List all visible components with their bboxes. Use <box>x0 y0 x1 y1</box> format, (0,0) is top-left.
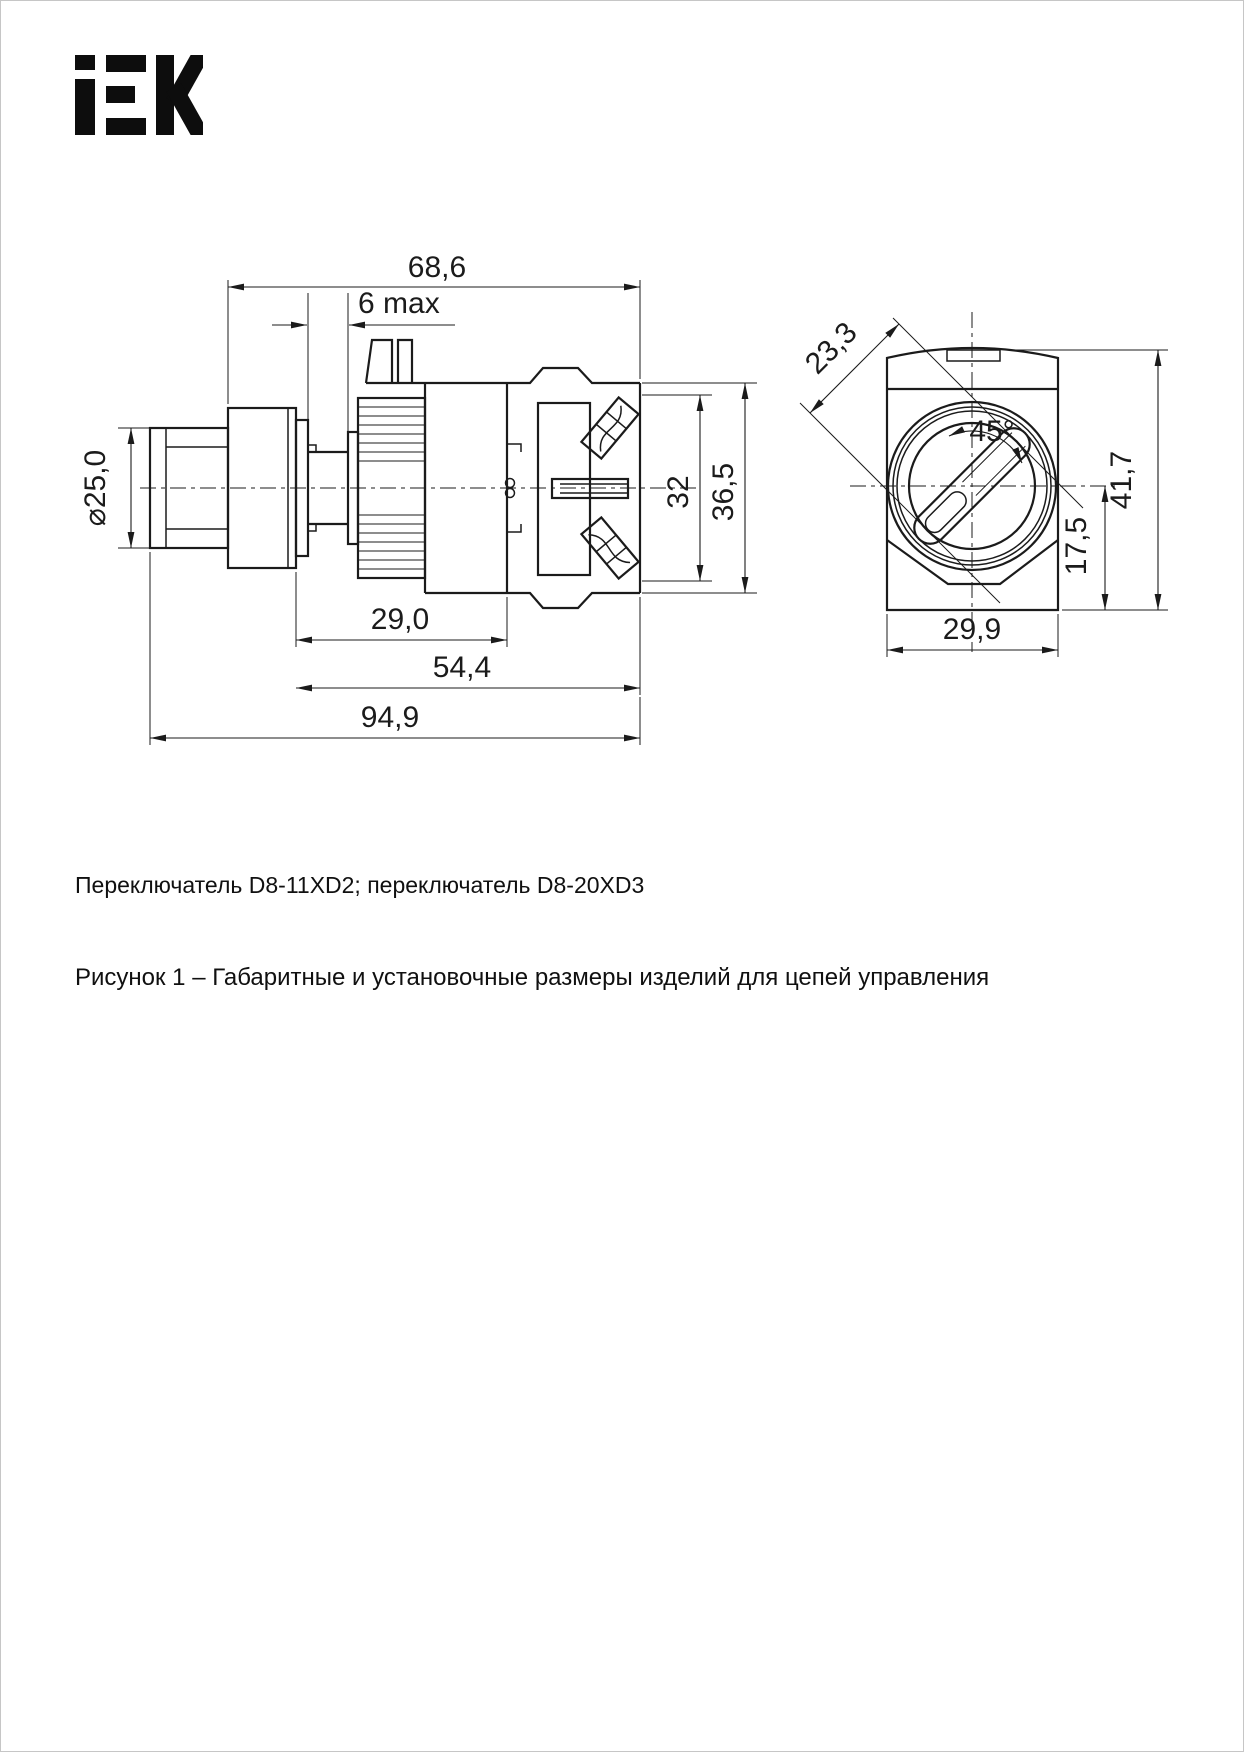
dim-center-to-bottom-label: 17,5 <box>1060 516 1093 576</box>
dim-body-depth-label: 29,0 <box>370 603 430 636</box>
dim-body-height-label: 36,5 <box>707 462 740 522</box>
dim-overall-depth <box>228 251 640 404</box>
dim-total-length <box>150 552 640 745</box>
dim-body-width <box>887 613 1058 657</box>
dim-handle-rotation <box>949 415 1022 463</box>
dim-panel-thickness <box>272 287 455 445</box>
dim-body-width-label: 29,9 <box>942 613 1002 646</box>
dim-handle-rotation-label: 45° <box>969 415 1015 448</box>
side-view <box>79 251 757 745</box>
caption-products: Переключатель D8-11XD2; переключатель D8-20XD3 <box>75 872 645 898</box>
dim-panel-thickness-label: 6 max <box>358 287 440 320</box>
dim-contact-block-height-label: 32 <box>662 475 695 509</box>
dim-depth-behind-panel-label: 54,4 <box>432 651 492 684</box>
dim-total-length-label: 94,9 <box>360 701 420 734</box>
dim-total-height-label: 41,7 <box>1105 450 1138 510</box>
dim-depth-behind-panel <box>296 597 640 695</box>
dimension-drawing <box>0 0 1244 800</box>
dim-body-depth <box>296 572 507 647</box>
dim-corner-diagonal-label: 23,3 <box>798 315 864 381</box>
dim-corner-diagonal <box>799 316 1083 603</box>
dim-knob-diameter <box>79 428 150 548</box>
caption-figure: Рисунок 1 – Габаритные и установочные размеры изделий для цепей управления <box>75 964 990 991</box>
switch-body <box>366 340 640 608</box>
front-view <box>799 312 1168 657</box>
dim-overall-depth-label: 68,6 <box>407 251 467 284</box>
dim-knob-diameter-label: ⌀25,0 <box>79 449 112 527</box>
